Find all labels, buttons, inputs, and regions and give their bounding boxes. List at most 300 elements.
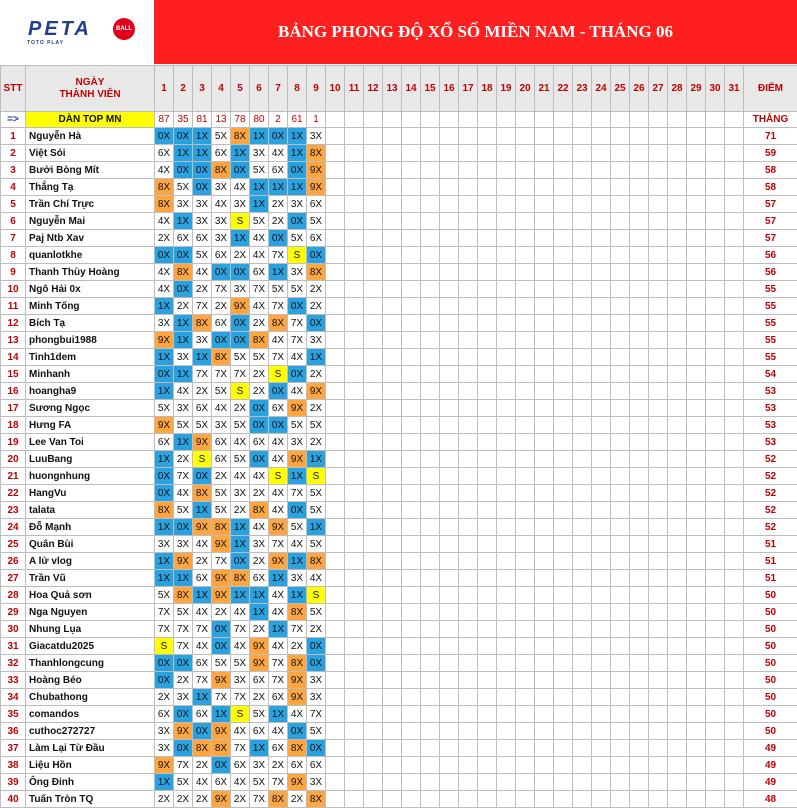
day-cell xyxy=(516,179,535,196)
day-cell xyxy=(459,349,478,366)
day-cell: 5X xyxy=(288,417,307,434)
day-cell xyxy=(345,570,364,587)
day-cell: 0X xyxy=(250,400,269,417)
day-cell: 5X xyxy=(250,213,269,230)
day-cell: 8X xyxy=(174,587,193,604)
member-points: 49 xyxy=(744,774,797,791)
day-cell xyxy=(402,349,421,366)
member-points: 57 xyxy=(744,230,797,247)
member-points: 50 xyxy=(744,723,797,740)
day-cell xyxy=(421,145,440,162)
title-band xyxy=(154,0,797,64)
day-cell xyxy=(687,451,706,468)
day-cell xyxy=(649,332,668,349)
day-cell: 3X xyxy=(155,315,174,332)
top-pick-value xyxy=(478,112,497,128)
day-cell xyxy=(402,400,421,417)
day-cell xyxy=(706,672,725,689)
day-cell xyxy=(345,536,364,553)
day-cell xyxy=(326,621,345,638)
day-cell xyxy=(478,434,497,451)
day-cell xyxy=(497,638,516,655)
day-cell xyxy=(611,400,630,417)
member-points: 53 xyxy=(744,434,797,451)
day-cell xyxy=(687,298,706,315)
day-cell xyxy=(364,536,383,553)
day-cell xyxy=(573,196,592,213)
day-cell xyxy=(459,196,478,213)
day-cell xyxy=(611,757,630,774)
day-cell xyxy=(383,553,402,570)
day-cell: 7X xyxy=(269,298,288,315)
member-name: Hưng FA xyxy=(26,417,155,434)
day-cell xyxy=(383,349,402,366)
day-cell xyxy=(440,196,459,213)
day-cell: 2X xyxy=(174,791,193,808)
day-cell xyxy=(516,774,535,791)
day-cell xyxy=(421,740,440,757)
day-cell xyxy=(402,604,421,621)
day-cell xyxy=(535,485,554,502)
row-number: 19 xyxy=(1,434,26,451)
day-cell xyxy=(402,723,421,740)
day-cell xyxy=(611,740,630,757)
day-cell xyxy=(364,213,383,230)
day-cell xyxy=(592,264,611,281)
day-cell xyxy=(402,298,421,315)
day-cell xyxy=(326,706,345,723)
day-cell xyxy=(668,502,687,519)
day-cell xyxy=(345,706,364,723)
day-cell: 5X xyxy=(174,502,193,519)
member-name: hoangha9 xyxy=(26,383,155,400)
day-cell xyxy=(364,264,383,281)
day-cell: 0X xyxy=(174,128,193,145)
day-cell xyxy=(725,791,744,808)
day-cell: 4X xyxy=(269,485,288,502)
day-cell xyxy=(364,774,383,791)
day-cell xyxy=(630,740,649,757)
day-cell xyxy=(725,655,744,672)
day-cell xyxy=(345,196,364,213)
day-cell xyxy=(706,553,725,570)
member-name: Trần Chí Trực xyxy=(26,196,155,213)
day-cell: 6X xyxy=(212,451,231,468)
day-cell xyxy=(497,213,516,230)
day-cell xyxy=(326,570,345,587)
row-number: 36 xyxy=(1,723,26,740)
day-cell xyxy=(402,366,421,383)
day-cell: 2X xyxy=(193,281,212,298)
day-cell xyxy=(592,434,611,451)
day-cell xyxy=(706,128,725,145)
day-cell xyxy=(478,706,497,723)
day-cell: 6X xyxy=(174,230,193,247)
day-cell xyxy=(402,128,421,145)
day-cell xyxy=(326,434,345,451)
day-cell xyxy=(725,264,744,281)
day-cell xyxy=(383,332,402,349)
day-cell xyxy=(573,519,592,536)
day-cell xyxy=(440,621,459,638)
points-header: ĐIỂM xyxy=(744,66,797,112)
day-cell xyxy=(592,604,611,621)
day-cell xyxy=(554,468,573,485)
day-cell xyxy=(554,689,573,706)
day-cell: 9X xyxy=(288,672,307,689)
day-cell: 2X xyxy=(269,757,288,774)
day-cell xyxy=(516,383,535,400)
day-cell xyxy=(573,570,592,587)
day-cell xyxy=(478,604,497,621)
day-cell: 2X xyxy=(307,366,326,383)
day-cell xyxy=(516,672,535,689)
day-cell xyxy=(706,264,725,281)
day-cell xyxy=(554,145,573,162)
day-cell xyxy=(725,315,744,332)
day-cell: 1X xyxy=(307,349,326,366)
day-cell: 0X xyxy=(155,128,174,145)
day-cell: 7X xyxy=(288,485,307,502)
day-cell: 6X xyxy=(307,757,326,774)
day-cell: 5X xyxy=(231,655,250,672)
day-cell xyxy=(573,128,592,145)
day-cell xyxy=(478,638,497,655)
day-cell xyxy=(706,298,725,315)
day-cell xyxy=(421,349,440,366)
day-cell xyxy=(592,502,611,519)
day-cell xyxy=(706,332,725,349)
day-cell: 8X xyxy=(212,162,231,179)
member-points: 50 xyxy=(744,655,797,672)
row-number: 30 xyxy=(1,621,26,638)
day-cell xyxy=(725,179,744,196)
day-cell: 1X xyxy=(269,706,288,723)
day-cell xyxy=(440,281,459,298)
day-cell xyxy=(725,162,744,179)
member-row xyxy=(1,570,797,587)
day-cell xyxy=(573,213,592,230)
day-cell: 7X xyxy=(212,553,231,570)
day-cell: 6X xyxy=(155,706,174,723)
member-name: Trần Vũ xyxy=(26,570,155,587)
day-cell xyxy=(573,774,592,791)
day-cell: 9X xyxy=(155,332,174,349)
day-cell xyxy=(345,332,364,349)
day-cell xyxy=(364,638,383,655)
day-cell: 5X xyxy=(250,774,269,791)
day-cell xyxy=(402,791,421,808)
day-cell xyxy=(459,366,478,383)
member-points: 55 xyxy=(744,298,797,315)
day-cell xyxy=(687,791,706,808)
day-cell xyxy=(706,179,725,196)
day-cell xyxy=(535,757,554,774)
day-cell xyxy=(630,349,649,366)
member-points: 51 xyxy=(744,570,797,587)
day-cell xyxy=(402,145,421,162)
day-cell xyxy=(554,638,573,655)
day-cell xyxy=(706,383,725,400)
day-cell: 4X xyxy=(231,434,250,451)
day-cell xyxy=(459,162,478,179)
day-cell xyxy=(516,655,535,672)
day-cell xyxy=(516,502,535,519)
day-cell xyxy=(554,706,573,723)
day-cell: 2X xyxy=(250,315,269,332)
row-number: 3 xyxy=(1,162,26,179)
day-cell xyxy=(421,468,440,485)
day-cell xyxy=(725,298,744,315)
day-cell xyxy=(421,400,440,417)
day-cell xyxy=(725,230,744,247)
day-cell xyxy=(535,332,554,349)
day-cell: 0X xyxy=(174,706,193,723)
day-cell: S xyxy=(288,247,307,264)
day-cell xyxy=(611,502,630,519)
day-cell xyxy=(402,332,421,349)
logo-ball-icon: BALL xyxy=(113,18,135,40)
day-cell xyxy=(326,196,345,213)
day-cell xyxy=(459,451,478,468)
day-cell xyxy=(535,723,554,740)
day-cell: 4X xyxy=(250,247,269,264)
day-cell xyxy=(326,383,345,400)
day-cell xyxy=(554,247,573,264)
day-cell: 5X xyxy=(174,417,193,434)
day-cell: 3X xyxy=(155,536,174,553)
day-cell xyxy=(516,791,535,808)
day-cell: 3X xyxy=(193,196,212,213)
day-cell xyxy=(459,264,478,281)
day-cell xyxy=(383,247,402,264)
day-cell xyxy=(402,621,421,638)
day-cell xyxy=(573,468,592,485)
day-cell: 9X xyxy=(288,451,307,468)
day-cell xyxy=(573,791,592,808)
day-cell xyxy=(706,757,725,774)
day-cell: 0X xyxy=(231,553,250,570)
day-cell xyxy=(497,468,516,485)
day-cell xyxy=(421,485,440,502)
day-cell xyxy=(725,366,744,383)
day-cell xyxy=(478,349,497,366)
member-name: quanlotkhe xyxy=(26,247,155,264)
day-cell xyxy=(725,400,744,417)
day-cell: 2X xyxy=(269,196,288,213)
day-cell: 4X xyxy=(269,451,288,468)
member-points: 55 xyxy=(744,349,797,366)
day-cell xyxy=(459,400,478,417)
day-cell xyxy=(649,179,668,196)
day-cell: 4X xyxy=(193,536,212,553)
day-cell xyxy=(478,519,497,536)
day-cell xyxy=(649,451,668,468)
day-cell: 7X xyxy=(269,655,288,672)
top-pick-value xyxy=(459,112,478,128)
day-cell xyxy=(516,536,535,553)
day-cell: 6X xyxy=(155,145,174,162)
day-cell xyxy=(630,485,649,502)
day-cell: 2X xyxy=(231,791,250,808)
day-cell xyxy=(497,706,516,723)
day-cell: 2X xyxy=(193,553,212,570)
day-cell: 1X xyxy=(174,315,193,332)
day-cell: 4X xyxy=(269,434,288,451)
day-cell xyxy=(725,434,744,451)
day-cell: S xyxy=(269,468,288,485)
day-cell xyxy=(649,723,668,740)
day-cell xyxy=(364,604,383,621)
day-cell: 6X xyxy=(155,434,174,451)
member-row xyxy=(1,162,797,179)
day-cell xyxy=(649,468,668,485)
row-number: 20 xyxy=(1,451,26,468)
day-cell: 7X xyxy=(231,689,250,706)
top-pick-value xyxy=(516,112,535,128)
member-name: Bưởi Bòng Mít xyxy=(26,162,155,179)
day-cell: 7X xyxy=(288,621,307,638)
day-cell xyxy=(421,706,440,723)
day-cell xyxy=(687,723,706,740)
day-cell: 9X xyxy=(212,791,231,808)
day-cell xyxy=(421,230,440,247)
day-cell: 2X xyxy=(288,638,307,655)
day-cell: 1X xyxy=(288,587,307,604)
day-cell xyxy=(459,706,478,723)
day-cell xyxy=(421,451,440,468)
day-cell xyxy=(592,587,611,604)
logo xyxy=(0,0,155,64)
day-header: 22 xyxy=(554,66,573,112)
day-header: 15 xyxy=(421,66,440,112)
day-cell: 8X xyxy=(155,196,174,213)
day-header: 30 xyxy=(706,66,725,112)
day-cell: 7X xyxy=(288,332,307,349)
day-cell xyxy=(687,264,706,281)
day-cell xyxy=(611,672,630,689)
day-cell xyxy=(364,332,383,349)
top-pick-value xyxy=(345,112,364,128)
day-cell xyxy=(630,179,649,196)
day-cell xyxy=(326,638,345,655)
row-number: 31 xyxy=(1,638,26,655)
day-cell xyxy=(459,621,478,638)
day-cell xyxy=(459,468,478,485)
day-cell xyxy=(573,349,592,366)
day-cell xyxy=(459,434,478,451)
day-cell xyxy=(668,247,687,264)
day-cell xyxy=(630,332,649,349)
day-cell: 2X xyxy=(250,621,269,638)
day-header: 23 xyxy=(573,66,592,112)
day-cell xyxy=(383,519,402,536)
day-cell: 9X xyxy=(307,383,326,400)
member-points: 53 xyxy=(744,400,797,417)
member-name: Liệu Hồn xyxy=(26,757,155,774)
day-cell xyxy=(516,332,535,349)
member-row xyxy=(1,298,797,315)
day-cell: 5X xyxy=(212,128,231,145)
day-cell: 8X xyxy=(307,264,326,281)
day-cell xyxy=(630,621,649,638)
row-number: 1 xyxy=(1,128,26,145)
day-header: 9 xyxy=(307,66,326,112)
day-cell xyxy=(364,179,383,196)
day-cell: 0X xyxy=(155,672,174,689)
day-cell xyxy=(668,451,687,468)
day-cell xyxy=(478,281,497,298)
day-cell xyxy=(592,332,611,349)
day-cell xyxy=(364,400,383,417)
day-cell: 1X xyxy=(193,128,212,145)
day-cell xyxy=(440,179,459,196)
day-cell xyxy=(554,553,573,570)
day-cell xyxy=(383,672,402,689)
day-cell: 1X xyxy=(155,553,174,570)
day-cell: 2X xyxy=(174,298,193,315)
day-cell xyxy=(402,247,421,264)
member-name: Tuấn Tròn TQ xyxy=(26,791,155,808)
day-cell xyxy=(402,315,421,332)
day-header: 28 xyxy=(668,66,687,112)
day-cell xyxy=(649,128,668,145)
member-row xyxy=(1,485,797,502)
day-cell xyxy=(535,417,554,434)
day-cell xyxy=(592,247,611,264)
day-cell xyxy=(516,519,535,536)
day-cell xyxy=(459,791,478,808)
day-cell xyxy=(478,757,497,774)
day-cell xyxy=(364,162,383,179)
day-cell xyxy=(668,264,687,281)
day-cell xyxy=(421,672,440,689)
day-cell: 5X xyxy=(307,213,326,230)
day-cell xyxy=(687,196,706,213)
day-cell xyxy=(383,468,402,485)
member-points: 59 xyxy=(744,145,797,162)
day-cell xyxy=(668,400,687,417)
member-name: Thắng Tạ xyxy=(26,179,155,196)
day-cell xyxy=(687,281,706,298)
day-cell xyxy=(573,638,592,655)
top-pick-value: 2 xyxy=(269,112,288,128)
day-cell: 9X xyxy=(269,553,288,570)
day-cell xyxy=(421,298,440,315)
member-points: 54 xyxy=(744,366,797,383)
day-cell xyxy=(383,230,402,247)
row-number: 22 xyxy=(1,485,26,502)
member-row xyxy=(1,468,797,485)
day-cell xyxy=(687,740,706,757)
member-name: Nhung Lụa xyxy=(26,621,155,638)
day-cell xyxy=(459,332,478,349)
day-cell xyxy=(440,587,459,604)
day-cell xyxy=(402,485,421,502)
day-cell xyxy=(611,791,630,808)
day-cell: 5X xyxy=(212,485,231,502)
day-cell xyxy=(573,315,592,332)
day-cell xyxy=(535,434,554,451)
top-pick-value xyxy=(649,112,668,128)
day-cell xyxy=(364,366,383,383)
day-cell xyxy=(497,570,516,587)
day-cell xyxy=(478,655,497,672)
day-cell xyxy=(687,485,706,502)
top-pick-label: DÀN TOP MN xyxy=(26,112,155,128)
day-cell xyxy=(497,145,516,162)
day-cell: 0X xyxy=(174,519,193,536)
